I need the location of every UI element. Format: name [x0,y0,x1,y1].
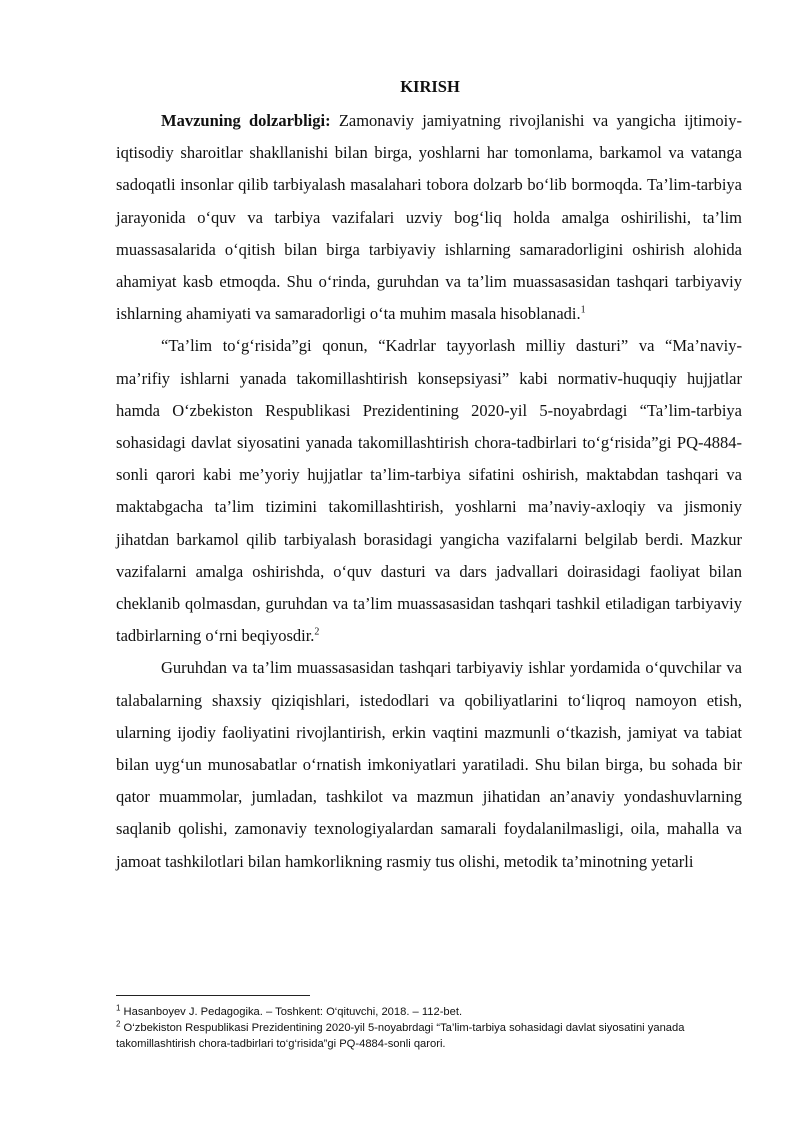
paragraph-legal-basis [116,330,742,652]
footnote-reference: 1 [580,304,586,316]
footnotes [116,1004,746,1052]
footnote-text: O‘zbekiston Respublikasi Prezidentining 2020-yil 5-noyabrdagi “Ta’lim-tarbiya sohasidagi davlat siyosatini yanada takomillashtirish chora-tadbirlari to‘g‘risida”gi PQ-4884-sonli qarori. [116,1022,685,1050]
paragraph-text: Zamonaviy jamiyatning rivojlanishi va yangicha ijtimoiy-iqtisodiy sharoitlar shakllanishi bilan birga, yoshlarni har tomonlama, barkamol va vatanga sadoqatli insonlar qilib tarbiyalash masalahari tobora dolzarb bo‘lib bormoqda. Ta’lim-tarbiya jarayonida o‘quv va tarbiya vazifalari uzviy bog‘liq holda amalga oshirilishi, ta’lim muassasalarida o‘qitish bilan birga tarbiyaviy ishlarning samaradorligini oshirish alohida ahamiyat kasb etmoqda. Shu o‘rinda, guruhdan va ta’lim muassasasidan tashqari tarbiyaviy ishlarning ahamiyati va samaradorligi o‘ta muhim masala hisoblanadi. [116,111,742,324]
section-heading: KIRISH [400,77,460,96]
paragraph-lead-bold: Mavzuning dolzarbligi: [161,111,331,130]
footnote-text: Hasanboyev J. Pedagogika. – Toshkent: O‘qituvchi, 2018. – 112-bet. [120,1006,463,1018]
footnote-mark: 1 [116,1003,121,1013]
body-text [116,105,742,878]
footnote-item [116,1004,746,1020]
paragraph-text: Guruhdan va ta’lim muassasasidan tashqari tarbiyaviy ishlar yordamida o‘quvchilar va talabalarning shaxsiy qiziqishlari, istedodlari va qobiliyatlarini to‘liqroq namoyon etish, ularning ijodiy faoliyatini rivojlantirish, erkin vaqtini mazmunli o‘tkazish, jamiyat va tabiat bilan uyg‘un munosabatlar o‘rnatish imkoniyatlari yaratiladi. Shu bilan birga, bu sohada bir qator muammolar, jumladan, tashkilot va mazmun jihatidan an’anaviy yondashuvlarning saqlanib qolishi, zamonaviy texnologiyalardan samarali foydalanilmasligi, oila, mahalla va jamoat tashkilotlari bilan hamkorlikning rasmiy tus olishi, metodik ta’minotning yetarli [116,658,742,871]
paragraph-text: “Ta’lim to‘g‘risida”gi qonun, “Kadrlar tayyorlash milliy dasturi” va “Ma’naviy-ma’rifiy ishlarni yanada takomillashtirish konsepsiyasi” kabi normativ-huquqiy hujjatlar hamda O‘zbekiston Respublikasi Prezidentining 2020-yil 5-noyabrdagi “Ta’lim-tarbiya sohasidagi davlat siyosatini yanada takomillashtirish chora-tadbirlari to‘g‘risida”gi PQ-4884-sonli qarori kabi me’yoriy hujjatlar ta’lim-tarbiya sifatini oshirish, maktabdan tashqari va maktabgacha ta’lim tizimini takomillashtirish, yoshlarni ma’naviy-axloqiy va jismoniy jihatdan barkamol qilib tarbiyalash borasidagi yangicha vazifalarni belgilab berdi. Mazkur vazifalarni amalga oshirishda, o‘quv dasturi va dars jadvallari doirasidagi faoliyat bilan cheklanib qolmasdan, guruhdan va ta’lim muassasasidan tashqari tashkil etiladigan tarbiyaviy tadbirlarning o‘rni beqiyosdir. [116,336,742,646]
paragraph-relevance [116,105,742,330]
paragraph-extracurricular [116,652,742,877]
footnote-item [116,1020,746,1052]
footnote-divider [116,995,310,996]
footnote-reference: 2 [314,626,320,638]
footnote-mark: 2 [116,1019,121,1029]
